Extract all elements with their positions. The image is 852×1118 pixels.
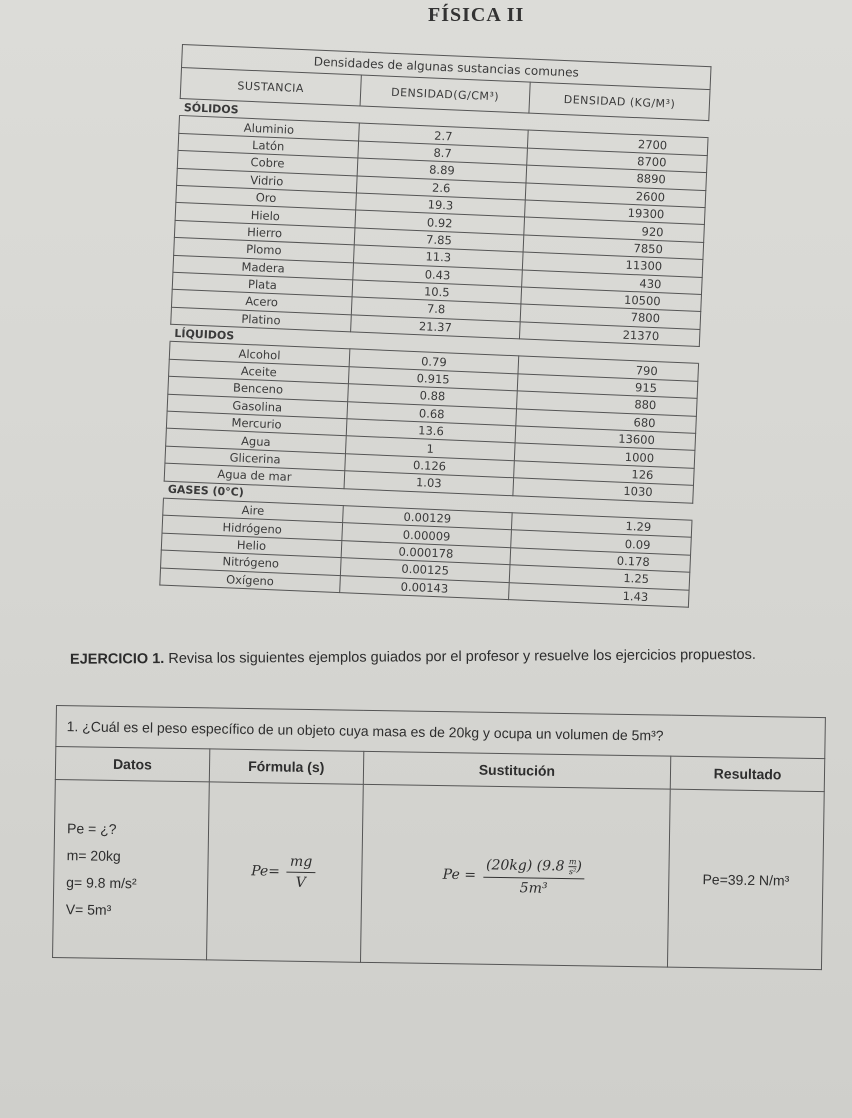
density-kgm3: 1.25 (509, 565, 689, 590)
density-kgm3: 7850 (523, 235, 703, 260)
result-cell (668, 789, 825, 969)
substance-name: Aire (163, 498, 343, 523)
substitution-fraction (483, 855, 586, 897)
density-table (159, 44, 711, 608)
density-gcm3: 11.3 (353, 245, 523, 269)
header-resultado: Resultado (670, 756, 824, 791)
substance-name: Madera (173, 255, 353, 280)
density-gcm3: 0.000178 (341, 540, 511, 564)
substance-name: Glicerina (165, 446, 345, 471)
density-kgm3: 10500 (521, 287, 701, 312)
density-gcm3: 0.68 (347, 401, 517, 425)
substance-name: Aluminio (179, 116, 359, 141)
density-table-body (160, 98, 709, 607)
substance-name: Benceno (168, 376, 348, 401)
substance-name: Platino (171, 307, 351, 332)
formula-denominator: V (295, 874, 306, 891)
col-density-kgm3-header: DENSIDAD (KG/M³) (529, 82, 710, 121)
section-title: SÓLIDOS (179, 98, 708, 138)
substance-name: Helio (161, 533, 341, 558)
density-gcm3: 2.7 (358, 123, 528, 147)
density-gcm3: 8.7 (358, 141, 528, 165)
substitution-numerator: (20kg) (9.8 $\frac{m}{\text{s²}}$ ) (483, 855, 585, 879)
density-table-caption: Densidades de algunas sustancias comunes (182, 45, 711, 90)
section-title: GASES (0°C) (163, 481, 692, 521)
density-gcm3: 0.00125 (340, 558, 510, 582)
density-table-container (159, 44, 711, 608)
density-gcm3: 10.5 (352, 280, 522, 304)
problem-table-container (52, 705, 826, 970)
header-sustitucion: Sustitución (363, 751, 671, 789)
density-kgm3: 915 (517, 374, 697, 399)
density-kgm3: 790 (518, 356, 698, 381)
substitution-lhs: Pe = (442, 866, 477, 883)
formula-cell (206, 782, 363, 962)
problem-question: 1. ¿Cuál es el peso específico de un objeto cuya masa es de 20kg y ocupa un volumen de 5m³? (56, 706, 826, 759)
density-kgm3: 430 (522, 269, 702, 294)
header-datos: Datos (55, 747, 209, 782)
col-density-gcm3-header: DENSIDAD(G/CM³) (360, 75, 530, 113)
substance-name: Plomo (174, 237, 354, 262)
page-title: FÍSICA II (428, 4, 525, 26)
col-substance-header: SUSTANCIA (180, 68, 361, 107)
substance-name: Gasolina (167, 394, 347, 419)
dato-pe: Pe = ¿? (66, 819, 117, 837)
substitution-mass: (20kg) (485, 856, 533, 874)
header-formula: Fórmula (s) (209, 749, 363, 784)
substance-name: Latón (178, 133, 358, 158)
unit-numerator: m (568, 856, 577, 866)
density-gcm3: 0.00143 (340, 575, 510, 599)
section-title: LÍQUIDOS (170, 324, 699, 364)
density-gcm3: 19.3 (356, 193, 526, 217)
dato-m: m= 20kg (66, 846, 121, 864)
substitution-cell (360, 784, 670, 967)
density-gcm3: 0.79 (349, 349, 519, 373)
substance-name: Aceite (169, 359, 349, 384)
density-gcm3: 13.6 (346, 419, 516, 443)
exercise-instructions (70, 645, 840, 669)
exercise-text: Revisa los siguientes ejemplos guiados por el profesor y resuelve los ejercicios propuestos. (168, 646, 756, 668)
density-gcm3: 0.43 (353, 262, 523, 286)
density-kgm3: 1.29 (512, 513, 692, 538)
density-kgm3: 920 (524, 217, 704, 242)
density-gcm3: 0.88 (348, 384, 518, 408)
density-kgm3: 1000 (514, 443, 694, 468)
substance-name: Cobre (177, 151, 357, 176)
density-kgm3: 680 (516, 408, 696, 433)
formula-fraction (287, 854, 316, 891)
substitution-gravity: 9.8 (542, 857, 565, 875)
substance-name: Agua de mar (164, 463, 344, 488)
substance-name: Hielo (175, 203, 355, 228)
unit-denominator: s² (568, 866, 577, 876)
substance-name: Oxígeno (160, 568, 340, 593)
density-gcm3: 0.00129 (342, 506, 512, 530)
formula-lhs: Pe= (251, 863, 281, 880)
problem-table (52, 705, 826, 970)
density-gcm3: 2.6 (356, 176, 526, 200)
density-kgm3: 2600 (525, 183, 705, 208)
density-kgm3: 0.178 (510, 547, 690, 572)
density-kgm3: 126 (514, 461, 694, 486)
substance-name: Agua (166, 429, 346, 454)
dato-g: g= 9.8 m/s² (66, 873, 137, 891)
density-gcm3: 0.915 (348, 367, 518, 391)
density-gcm3: 0.00009 (342, 523, 512, 547)
substance-name: Alcohol (169, 342, 349, 367)
density-gcm3: 21.37 (350, 315, 520, 339)
density-kgm3: 2700 (528, 130, 708, 155)
substance-name: Hidrógeno (162, 515, 342, 540)
formula-numerator: mg (287, 854, 316, 873)
substance-name: Mercurio (166, 411, 346, 436)
result-value: Pe=39.2 N/m³ (702, 870, 790, 889)
density-gcm3: 8.89 (357, 158, 527, 182)
density-kgm3: 19300 (525, 200, 705, 225)
density-gcm3: 7.85 (354, 228, 524, 252)
substance-name: Nitrógeno (161, 550, 341, 575)
density-gcm3: 1 (345, 436, 515, 460)
density-gcm3: 0.92 (355, 210, 525, 234)
substance-name: Plata (172, 272, 352, 297)
substance-name: Vidrio (177, 168, 357, 193)
density-kgm3: 880 (517, 391, 697, 416)
density-kgm3: 11300 (522, 252, 702, 277)
density-gcm3: 1.03 (344, 471, 514, 495)
substitution-unit (569, 857, 577, 876)
dato-v: V= 5m³ (65, 900, 112, 918)
density-kgm3: 0.09 (511, 530, 691, 555)
substance-name: Oro (176, 185, 356, 210)
substance-name: Hierro (174, 220, 354, 245)
density-kgm3: 8700 (527, 148, 707, 173)
datos-cell (53, 779, 210, 959)
density-kgm3: 13600 (515, 426, 695, 451)
density-kgm3: 8890 (526, 165, 706, 190)
density-kgm3: 1030 (513, 478, 693, 503)
exercise-label: EJERCICIO 1. (69, 651, 165, 668)
density-kgm3: 7800 (520, 304, 700, 329)
substitution-denominator: 5m³ (519, 879, 548, 897)
density-kgm3: 1.43 (509, 582, 689, 607)
density-gcm3: 7.8 (351, 297, 521, 321)
substance-name: Acero (171, 290, 351, 315)
density-kgm3: 21370 (520, 322, 700, 347)
density-gcm3: 0.126 (345, 454, 515, 478)
